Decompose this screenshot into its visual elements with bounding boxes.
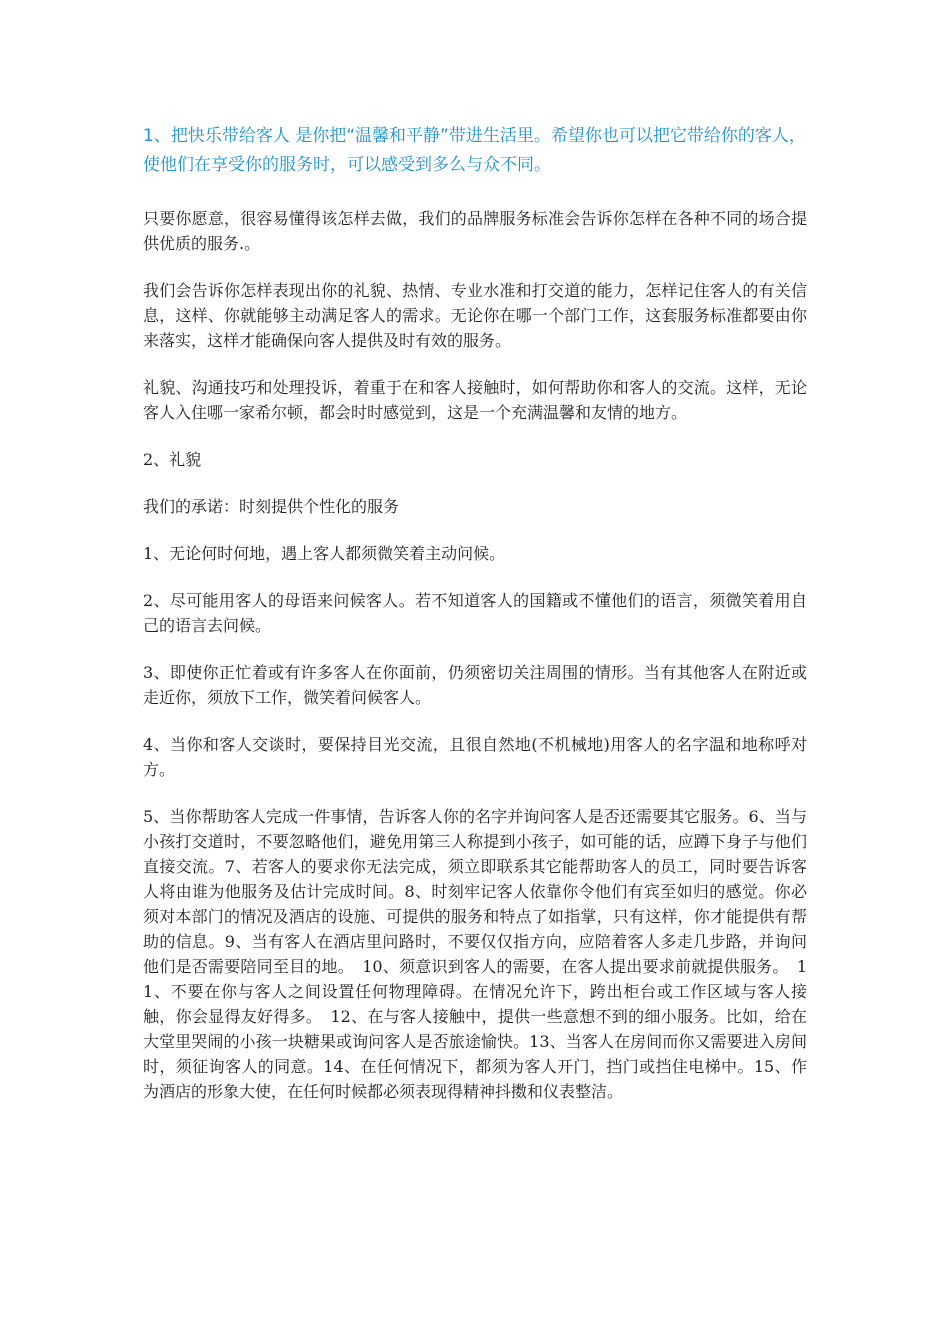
paragraph-promise: 我们的承诺：时刻提供个性化的服务 bbox=[143, 497, 400, 516]
list-item-3: 3、即使你正忙着或有许多客人在你面前，仍须密切关注周围的情形。当有其他客人在附近或走近你，须放下工作，微笑着问候客人。 bbox=[143, 663, 807, 707]
paragraph-courtesy-overview: 礼貌、沟通技巧和处理投诉，着重于在和客人接触时，如何帮助你和客人的交流。这样，无论客人入住哪一家希尔顿，都会时时感觉到，这是一个充满温馨和友情的地方。 bbox=[143, 378, 807, 422]
section-title-courtesy: 2、礼貌 bbox=[143, 450, 202, 469]
section-heading: 1、把快乐带给客人 是你把“温馨和平静”带进生活里。希望你也可以把它带给你的客人，使他们在享受你的服务时，可以感受到多么与众不同。 bbox=[143, 126, 806, 175]
document-page bbox=[143, 122, 807, 1104]
list-item-4: 4、当你和客人交谈时，要保持目光交流，且很自然地(不机械地)用客人的名字温和地称呼对方。 bbox=[143, 735, 807, 779]
paragraph-intro: 只要你愿意，很容易懂得该怎样去做，我们的品牌服务标准会告诉你怎样在各种不同的场合提供优质的服务.。 bbox=[143, 209, 807, 253]
list-item-2: 2、尽可能用客人的母语来问候客人。若不知道客人的国籍或不懂他们的语言，须微笑着用自己的语言去问候。 bbox=[143, 591, 807, 635]
list-items-5-15: 5、当你帮助客人完成一件事情，告诉客人你的名字并询问客人是否还需要其它服务。6、当与小孩打交道时，不要忽略他们，避免用第三人称提到小孩子，如可能的话，应蹲下身子与他们直接交流。7、若客人的要求你无法完成，须立即联系其它能帮助客人的员工，同时要告诉客人将由谁为他服务及估计完成时间。8、时刻牢记客人依靠你令他们有宾至如归的感觉。你必须对本部门的情况及酒店的设施、可提供的服务和特点了如指掌，只有这样，你才能提供有帮助的信息。9、当有客人在酒店里问路时，不要仅仅指方向，应陪着客人多走几步路，并询问他们是否需要陪同至目的地。 10、须意识到客人的需要，在客人提出要求前就提供服务。 11、不要在你与客人之间设置任何物理障碍。在情况允许下，跨出柜台或工作区域与客人接触，你会显得友好得多。 12、在与客人接触中，提供一些意想不到的细小服务。比如，给在大堂里哭闹的小孩一块糖果或询问客人是否旅途愉快。13、当客人在房间而你又需要进入房间时，须征询客人的同意。14、在任何情况下，都须为客人开门，挡门或挡住电梯中。15、作为酒店的形象大使，在任何时候都必须表现得精神抖擞和仪表整洁。 bbox=[143, 807, 807, 1101]
paragraph-standards: 我们会告诉你怎样表现出你的礼貌、热情、专业水准和打交道的能力，怎样记住客人的有关信息，这样、你就能够主动满足客人的需求。无论你在哪一个部门工作，这套服务标准都要由你来落实，这样才能确保向客人提供及时有效的服务。 bbox=[143, 281, 807, 350]
list-item-1: 1、无论何时何地，遇上客人都须微笑着主动问候。 bbox=[143, 544, 506, 563]
